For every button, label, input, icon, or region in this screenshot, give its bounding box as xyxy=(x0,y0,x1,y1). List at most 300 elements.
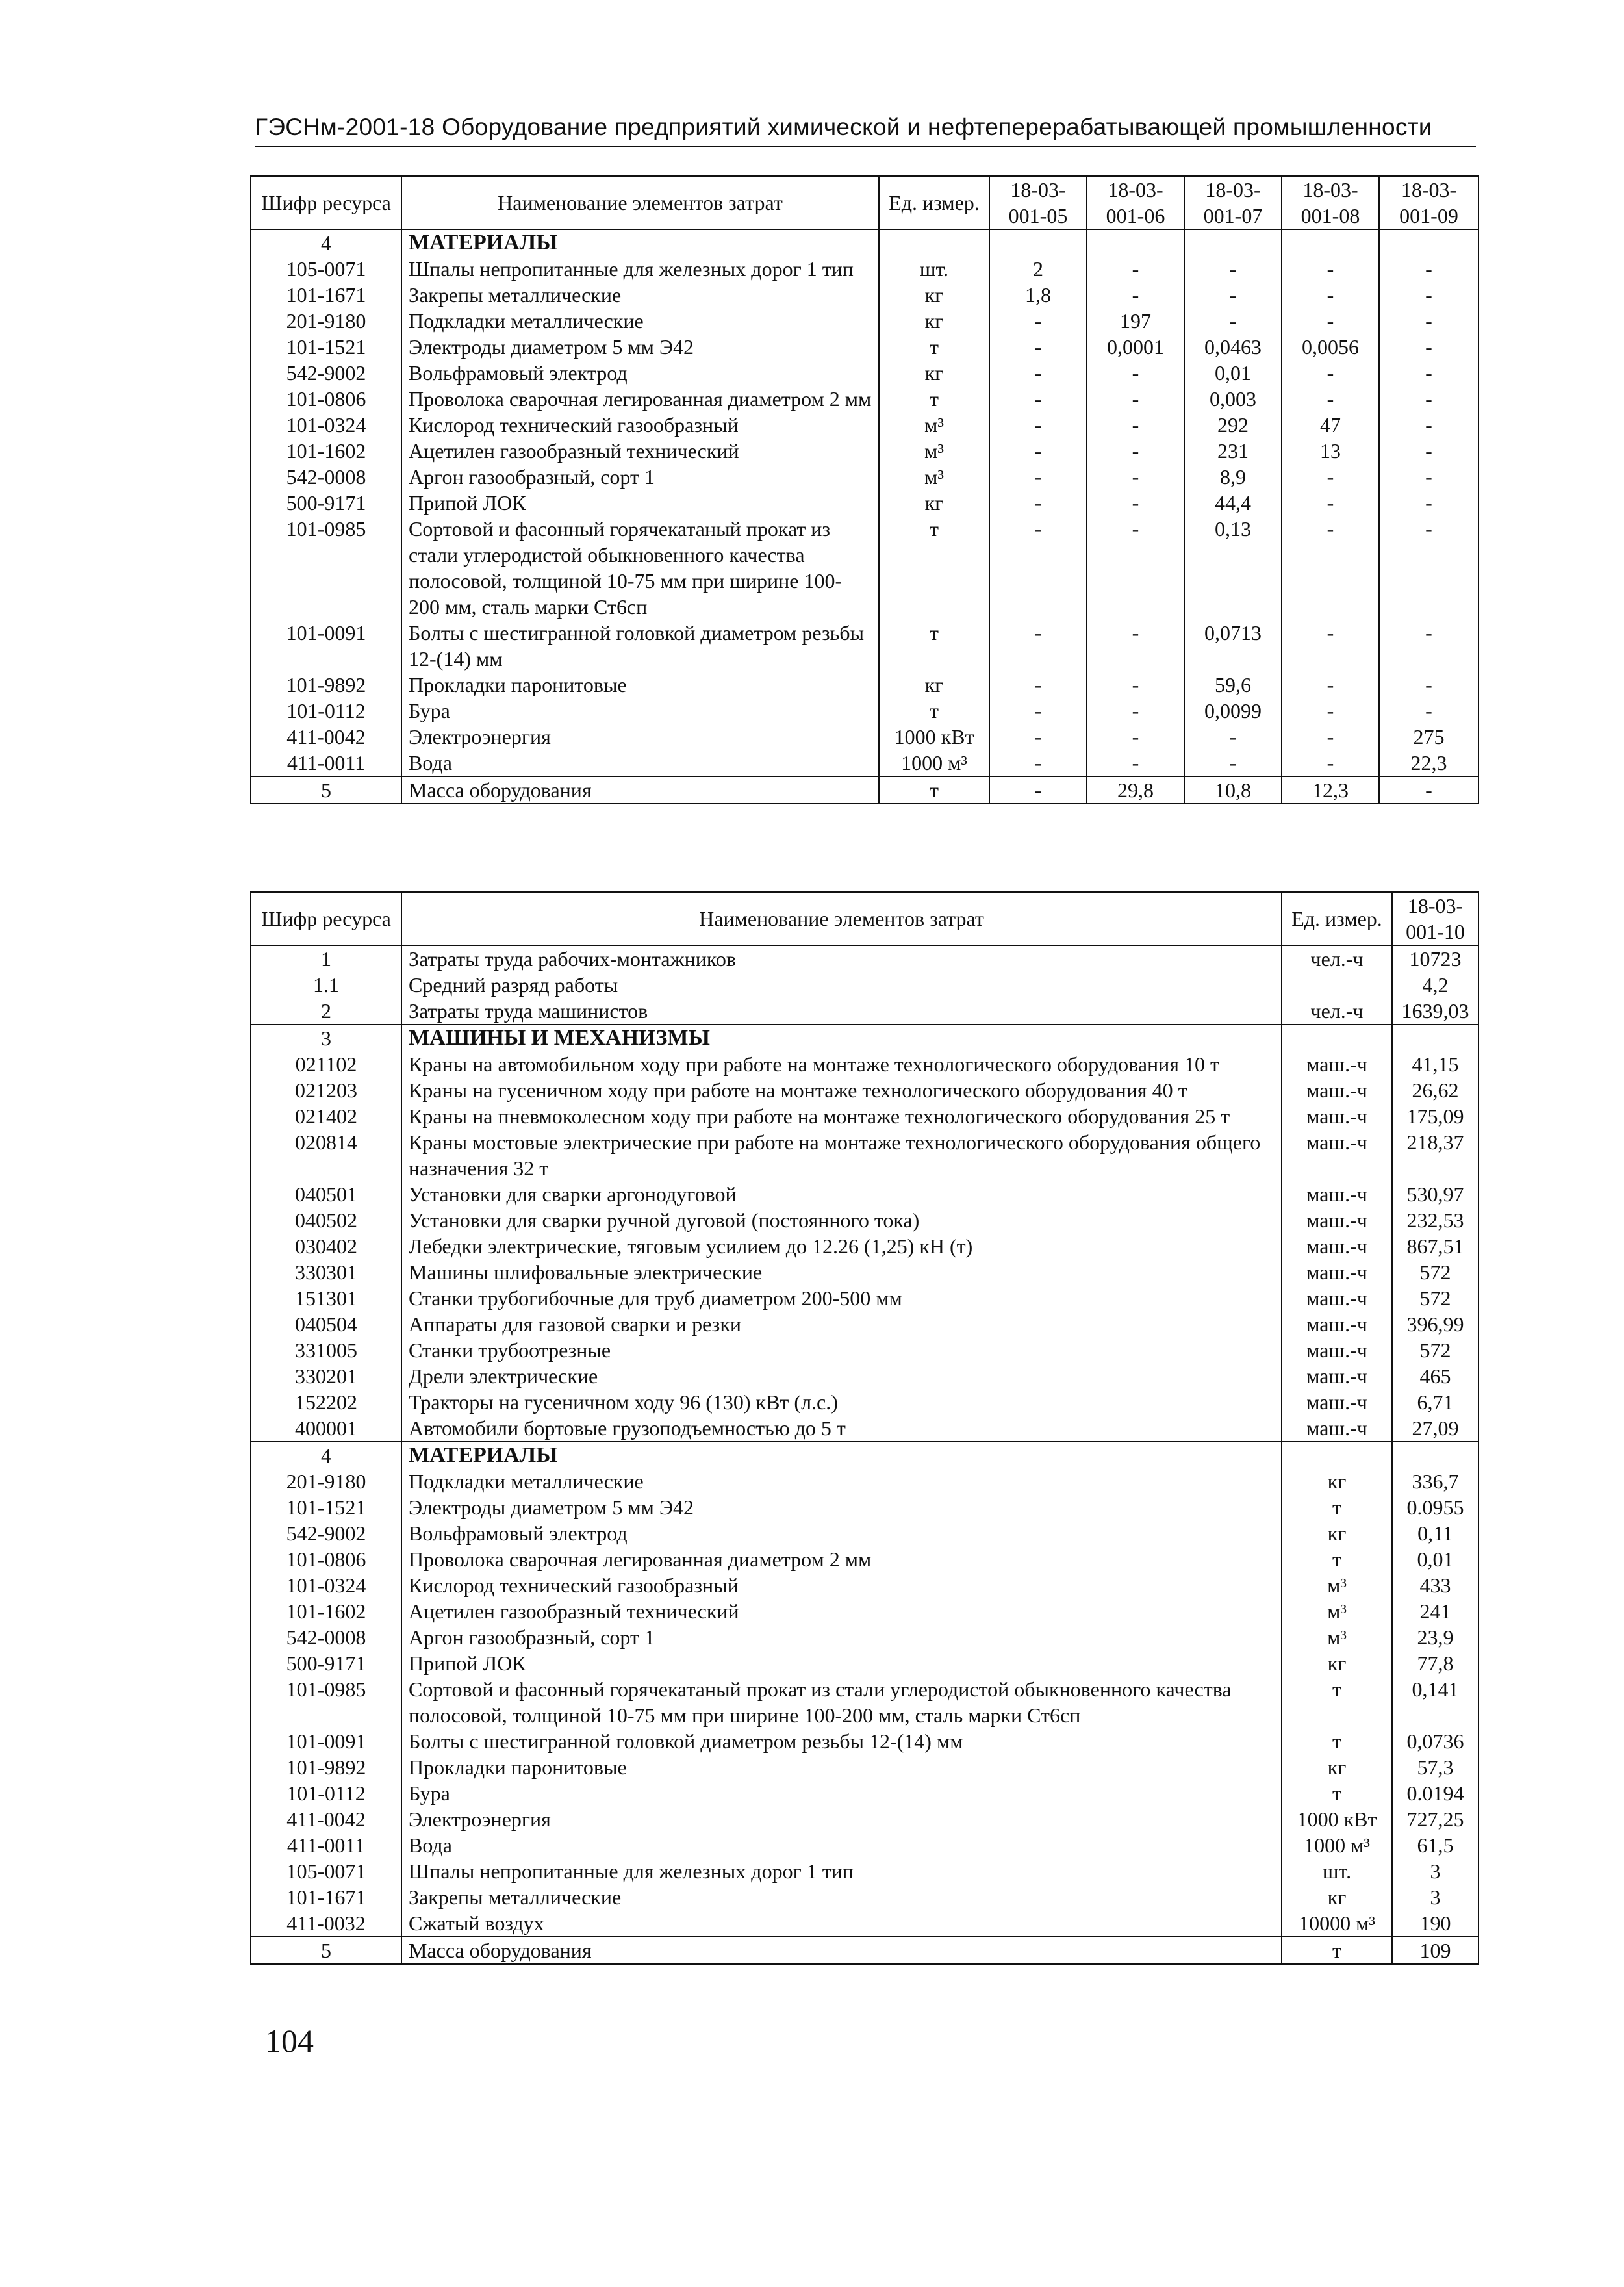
table-row xyxy=(251,386,1478,412)
resource-table-1 xyxy=(250,175,1479,804)
value-cell: 275 xyxy=(1379,724,1478,750)
value-cell: 27,09 xyxy=(1392,1415,1478,1442)
resource-code: 105-0071 xyxy=(251,256,401,282)
column-header: 18-03-001-05 xyxy=(989,176,1087,229)
value-cell: - xyxy=(989,438,1087,464)
unit: маш.-ч xyxy=(1282,1103,1392,1129)
resource-code: 101-0985 xyxy=(251,516,401,620)
resource-code: 105-0071 xyxy=(251,1858,401,1884)
empty-cell xyxy=(1184,229,1282,256)
value-cell: 0,0463 xyxy=(1184,334,1282,360)
unit: 10000 м³ xyxy=(1282,1910,1392,1937)
unit: кг xyxy=(1282,1884,1392,1910)
column-header: Шифр ресурса xyxy=(251,176,401,229)
value-cell: 0,0713 xyxy=(1184,620,1282,672)
cost-item-name: Сортовой и фасонный горячекатаный прокат из стали углеродистой обыкновенного качества полосовой, толщиной 10-75 мм при ширине 100-200 мм, сталь марки Ст6сп xyxy=(401,516,879,620)
value-cell: - xyxy=(1184,256,1282,282)
resource-code: 411-0011 xyxy=(251,750,401,776)
value-cell: 197 xyxy=(1087,308,1184,334)
table-row xyxy=(251,282,1478,308)
cost-item-name: Машины шлифовальные электрические xyxy=(401,1259,1282,1285)
unit: кг xyxy=(1282,1754,1392,1780)
section-title: МАШИНЫ И МЕХАНИЗМЫ xyxy=(401,1025,1282,1051)
value-cell: 6,71 xyxy=(1392,1389,1478,1415)
cost-item-name: Вода xyxy=(401,750,879,776)
table-row xyxy=(251,1650,1478,1676)
unit: 1000 м³ xyxy=(1282,1832,1392,1858)
resource-code: 201-9180 xyxy=(251,1468,401,1494)
resource-code: 101-0985 xyxy=(251,1676,401,1728)
value-cell: 465 xyxy=(1392,1363,1478,1389)
column-header: Шифр ресурса xyxy=(251,892,401,945)
cost-item-name: Сортовой и фасонный горячекатаный прокат из стали углеродистой обыкновенного качества полосовой, толщиной 10-75 мм при ширине 100-200 мм, сталь марки Ст6сп xyxy=(401,1676,1282,1728)
unit: т xyxy=(879,516,989,620)
unit: кг xyxy=(879,282,989,308)
cost-item-name: Автомобили бортовые грузоподъемностью до 5 т xyxy=(401,1415,1282,1442)
value-cell: - xyxy=(1184,282,1282,308)
value-cell: - xyxy=(1379,776,1478,804)
cost-item-name: Установки для сварки ручной дуговой (постоянного тока) xyxy=(401,1207,1282,1233)
value-cell: 572 xyxy=(1392,1285,1478,1311)
value-cell: 0,0001 xyxy=(1087,334,1184,360)
value-cell: 727,25 xyxy=(1392,1806,1478,1832)
value-cell: - xyxy=(1379,516,1478,620)
value-cell: - xyxy=(1087,672,1184,698)
value-cell: 867,51 xyxy=(1392,1233,1478,1259)
resource-code: 500-9171 xyxy=(251,1650,401,1676)
unit: чел.-ч xyxy=(1282,998,1392,1025)
resource-code: 040501 xyxy=(251,1181,401,1207)
cost-item-name: Кислород технический газообразный xyxy=(401,412,879,438)
resource-code: 021102 xyxy=(251,1051,401,1077)
value-cell: 10723 xyxy=(1392,945,1478,972)
unit: м³ xyxy=(879,438,989,464)
cost-item-name: Станки трубоотрезные xyxy=(401,1337,1282,1363)
unit: т xyxy=(1282,1937,1392,1964)
resource-code: 542-9002 xyxy=(251,1520,401,1546)
resource-code: 101-1521 xyxy=(251,334,401,360)
cost-item-name: Аргон газообразный, сорт 1 xyxy=(401,1624,1282,1650)
cost-item-name: Ацетилен газообразный технический xyxy=(401,1598,1282,1624)
unit: т xyxy=(879,334,989,360)
resource-code: 331005 xyxy=(251,1337,401,1363)
unit: маш.-ч xyxy=(1282,1259,1392,1285)
value-cell: - xyxy=(1379,282,1478,308)
value-cell: 57,3 xyxy=(1392,1754,1478,1780)
unit: м³ xyxy=(1282,1572,1392,1598)
page-number: 104 xyxy=(265,2023,314,2059)
unit: т xyxy=(879,776,989,804)
resource-code: 101-0112 xyxy=(251,698,401,724)
value-cell: - xyxy=(989,490,1087,516)
unit: маш.-ч xyxy=(1282,1077,1392,1103)
value-cell: - xyxy=(989,516,1087,620)
resource-code: 542-9002 xyxy=(251,360,401,386)
cost-item-name: Электроды диаметром 5 мм Э42 xyxy=(401,1494,1282,1520)
table-row xyxy=(251,1103,1478,1129)
unit: маш.-ч xyxy=(1282,1051,1392,1077)
table-row xyxy=(251,1129,1478,1181)
cost-item-name: Электроэнергия xyxy=(401,1806,1282,1832)
cost-item-name: Ацетилен газообразный технический xyxy=(401,438,879,464)
resource-code: 411-0032 xyxy=(251,1910,401,1937)
value-cell: - xyxy=(1379,360,1478,386)
unit: чел.-ч xyxy=(1282,945,1392,972)
table-row xyxy=(251,412,1478,438)
cost-item-name: Масса оборудования xyxy=(401,1937,1282,1964)
unit: маш.-ч xyxy=(1282,1181,1392,1207)
table-row xyxy=(251,1468,1478,1494)
cost-item-name: Вольфрамовый электрод xyxy=(401,360,879,386)
unit: м³ xyxy=(879,464,989,490)
value-cell: 0,0099 xyxy=(1184,698,1282,724)
value-cell: 41,15 xyxy=(1392,1051,1478,1077)
table-row xyxy=(251,1337,1478,1363)
resource-code: 500-9171 xyxy=(251,490,401,516)
section-code: 4 xyxy=(251,229,401,256)
value-cell: - xyxy=(1379,256,1478,282)
value-cell: 0,0056 xyxy=(1282,334,1379,360)
value-cell: - xyxy=(989,360,1087,386)
value-cell: - xyxy=(989,464,1087,490)
resource-code: 1 xyxy=(251,945,401,972)
cost-item-name: Закрепы металлические xyxy=(401,1884,1282,1910)
value-cell: - xyxy=(989,334,1087,360)
column-header: 18-03-001-08 xyxy=(1282,176,1379,229)
value-cell: - xyxy=(1087,750,1184,776)
cost-item-name: Дрели электрические xyxy=(401,1363,1282,1389)
unit: т xyxy=(1282,1780,1392,1806)
unit: 1000 м³ xyxy=(879,750,989,776)
value-cell: - xyxy=(1379,620,1478,672)
resource-code: 201-9180 xyxy=(251,308,401,334)
value-cell: 0,003 xyxy=(1184,386,1282,412)
value-cell: 10,8 xyxy=(1184,776,1282,804)
table-row xyxy=(251,1806,1478,1832)
resource-code: 330201 xyxy=(251,1363,401,1389)
cost-item-name: Подкладки металлические xyxy=(401,308,879,334)
value-cell: 0,01 xyxy=(1392,1546,1478,1572)
empty-cell xyxy=(1392,1442,1478,1468)
value-cell: - xyxy=(1087,438,1184,464)
resource-code: 5 xyxy=(251,1937,401,1964)
cost-item-name: Прокладки паронитовые xyxy=(401,1754,1282,1780)
value-cell: - xyxy=(1282,750,1379,776)
table-row xyxy=(251,308,1478,334)
unit: шт. xyxy=(879,256,989,282)
unit: кг xyxy=(879,490,989,516)
table-row xyxy=(251,1520,1478,1546)
resource-code: 542-0008 xyxy=(251,1624,401,1650)
value-cell: - xyxy=(989,698,1087,724)
resource-code: 411-0042 xyxy=(251,1806,401,1832)
cost-item-name: Затраты труда машинистов xyxy=(401,998,1282,1025)
resource-code: 101-0324 xyxy=(251,1572,401,1598)
value-cell: - xyxy=(989,620,1087,672)
cost-item-name: Сжатый воздух xyxy=(401,1910,1282,1937)
table-row xyxy=(251,1494,1478,1520)
table-row xyxy=(251,1572,1478,1598)
column-header: Ед. измер. xyxy=(879,176,989,229)
resource-code: 101-0091 xyxy=(251,620,401,672)
value-cell: - xyxy=(1282,490,1379,516)
resource-code: 5 xyxy=(251,776,401,804)
value-cell: - xyxy=(1379,412,1478,438)
table-row xyxy=(251,1233,1478,1259)
value-cell: - xyxy=(989,412,1087,438)
value-cell: 8,9 xyxy=(1184,464,1282,490)
table-row xyxy=(251,1311,1478,1337)
table-row xyxy=(251,1415,1478,1442)
section-title: МАТЕРИАЛЫ xyxy=(401,229,879,256)
resource-code: 101-0324 xyxy=(251,412,401,438)
table-row xyxy=(251,438,1478,464)
table-row xyxy=(251,464,1478,490)
unit: кг xyxy=(1282,1520,1392,1546)
value-cell: 396,99 xyxy=(1392,1311,1478,1337)
value-cell: - xyxy=(1087,256,1184,282)
value-cell: 0.0955 xyxy=(1392,1494,1478,1520)
table-row xyxy=(251,1780,1478,1806)
empty-cell xyxy=(1282,229,1379,256)
column-header: Наименование элементов затрат xyxy=(401,892,1282,945)
value-cell: 0,13 xyxy=(1184,516,1282,620)
table-row xyxy=(251,1676,1478,1728)
column-header: 18-03-001-10 xyxy=(1392,892,1478,945)
table-row xyxy=(251,256,1478,282)
section-title: МАТЕРИАЛЫ xyxy=(401,1442,1282,1468)
resource-code: 101-1521 xyxy=(251,1494,401,1520)
resource-code: 030402 xyxy=(251,1233,401,1259)
value-cell: 572 xyxy=(1392,1259,1478,1285)
unit: м³ xyxy=(1282,1624,1392,1650)
value-cell: - xyxy=(1087,620,1184,672)
table-row xyxy=(251,1546,1478,1572)
resource-code: 020814 xyxy=(251,1129,401,1181)
resource-code: 101-9892 xyxy=(251,1754,401,1780)
table-row xyxy=(251,945,1478,972)
table-row xyxy=(251,1937,1478,1964)
value-cell: 61,5 xyxy=(1392,1832,1478,1858)
cost-item-name: Масса оборудования xyxy=(401,776,879,804)
cost-item-name: Закрепы металлические xyxy=(401,282,879,308)
resource-code: 040502 xyxy=(251,1207,401,1233)
value-cell: - xyxy=(1184,724,1282,750)
cost-item-name: Электроэнергия xyxy=(401,724,879,750)
value-cell: - xyxy=(1379,308,1478,334)
value-cell: - xyxy=(989,672,1087,698)
cost-item-name: Краны на автомобильном ходу при работе на монтаже технологического оборудования 10 т xyxy=(401,1051,1282,1077)
value-cell: - xyxy=(1282,360,1379,386)
resource-code: 2 xyxy=(251,998,401,1025)
unit: маш.-ч xyxy=(1282,1415,1392,1442)
value-cell: 29,8 xyxy=(1087,776,1184,804)
cost-item-name: Краны на гусеничном ходу при работе на монтаже технологического оборудования 40 т xyxy=(401,1077,1282,1103)
value-cell: 231 xyxy=(1184,438,1282,464)
cost-item-name: Проволока сварочная легированная диаметром 2 мм xyxy=(401,1546,1282,1572)
cost-item-name: Лебедки электрические, тяговым усилием до 12.26 (1,25) кН (т) xyxy=(401,1233,1282,1259)
table-row xyxy=(251,972,1478,998)
unit xyxy=(1282,972,1392,998)
column-header: 18-03-001-06 xyxy=(1087,176,1184,229)
unit: маш.-ч xyxy=(1282,1363,1392,1389)
value-cell: 572 xyxy=(1392,1337,1478,1363)
value-cell: - xyxy=(1282,620,1379,672)
cost-item-name: Аргон газообразный, сорт 1 xyxy=(401,464,879,490)
table-row xyxy=(251,1624,1478,1650)
table-row xyxy=(251,1884,1478,1910)
table-row xyxy=(251,516,1478,620)
value-cell: 530,97 xyxy=(1392,1181,1478,1207)
unit: маш.-ч xyxy=(1282,1337,1392,1363)
table-row xyxy=(251,998,1478,1025)
table-row xyxy=(251,672,1478,698)
value-cell: 59,6 xyxy=(1184,672,1282,698)
unit: 1000 кВт xyxy=(1282,1806,1392,1832)
column-header: 18-03-001-09 xyxy=(1379,176,1478,229)
value-cell: 77,8 xyxy=(1392,1650,1478,1676)
value-cell: - xyxy=(1087,724,1184,750)
unit: т xyxy=(879,620,989,672)
section-row xyxy=(251,1442,1478,1468)
cost-item-name: Тракторы на гусеничном ходу 96 (130) кВт (л.с.) xyxy=(401,1389,1282,1415)
value-cell: - xyxy=(989,750,1087,776)
resource-code: 040504 xyxy=(251,1311,401,1337)
resource-code: 101-9892 xyxy=(251,672,401,698)
unit: маш.-ч xyxy=(1282,1311,1392,1337)
table-row xyxy=(251,1754,1478,1780)
value-cell: - xyxy=(989,386,1087,412)
resource-code: 101-0091 xyxy=(251,1728,401,1754)
column-header: Ед. измер. xyxy=(1282,892,1392,945)
resource-code: 021402 xyxy=(251,1103,401,1129)
value-cell: - xyxy=(1282,386,1379,412)
table-row xyxy=(251,620,1478,672)
cost-item-name: Затраты труда рабочих-монтажников xyxy=(401,945,1282,972)
value-cell: - xyxy=(1379,438,1478,464)
table-row xyxy=(251,490,1478,516)
table-row xyxy=(251,724,1478,750)
cost-item-name: Прокладки паронитовые xyxy=(401,672,879,698)
value-cell: - xyxy=(1282,256,1379,282)
cost-item-name: Кислород технический газообразный xyxy=(401,1572,1282,1598)
table-row xyxy=(251,360,1478,386)
value-cell: 4,2 xyxy=(1392,972,1478,998)
resource-code: 101-1602 xyxy=(251,438,401,464)
unit: маш.-ч xyxy=(1282,1207,1392,1233)
unit: маш.-ч xyxy=(1282,1285,1392,1311)
value-cell: 44,4 xyxy=(1184,490,1282,516)
empty-cell xyxy=(989,229,1087,256)
unit: маш.-ч xyxy=(1282,1129,1392,1181)
value-cell: 241 xyxy=(1392,1598,1478,1624)
resource-code: 152202 xyxy=(251,1389,401,1415)
table-row xyxy=(251,1363,1478,1389)
table-row xyxy=(251,1259,1478,1285)
value-cell: - xyxy=(1282,672,1379,698)
value-cell: 1639,03 xyxy=(1392,998,1478,1025)
unit: кг xyxy=(1282,1650,1392,1676)
table-row xyxy=(251,750,1478,776)
unit: т xyxy=(879,698,989,724)
value-cell: - xyxy=(1184,750,1282,776)
value-cell: - xyxy=(1087,490,1184,516)
table-row xyxy=(251,776,1478,804)
value-cell: - xyxy=(1087,516,1184,620)
empty-cell xyxy=(1392,1025,1478,1051)
cost-item-name: Установки для сварки аргонодуговой xyxy=(401,1181,1282,1207)
value-cell: - xyxy=(1379,490,1478,516)
cost-item-name: Краны на пневмоколесном ходу при работе на монтаже технологического оборудования 25 т xyxy=(401,1103,1282,1129)
value-cell: 0,01 xyxy=(1184,360,1282,386)
value-cell: - xyxy=(989,776,1087,804)
value-cell: 0,0736 xyxy=(1392,1728,1478,1754)
value-cell: 336,7 xyxy=(1392,1468,1478,1494)
column-header: Наименование элементов затрат xyxy=(401,176,879,229)
value-cell: 190 xyxy=(1392,1910,1478,1937)
value-cell: 175,09 xyxy=(1392,1103,1478,1129)
cost-item-name: Болты с шестигранной головкой диаметром резьбы 12-(14) мм xyxy=(401,1728,1282,1754)
page-header: ГЭСНм-2001-18 Оборудование предприятий химической и нефтеперерабатывающей промышленности xyxy=(255,109,1476,147)
value-cell: - xyxy=(1282,698,1379,724)
value-cell: 0.0194 xyxy=(1392,1780,1478,1806)
resource-code: 101-0806 xyxy=(251,386,401,412)
cost-item-name: Бура xyxy=(401,698,879,724)
table-row xyxy=(251,1728,1478,1754)
empty-cell xyxy=(1282,1442,1392,1468)
cost-item-name: Болты с шестигранной головкой диаметром резьбы 12-(14) мм xyxy=(401,620,879,672)
empty-cell xyxy=(1087,229,1184,256)
resource-code: 021203 xyxy=(251,1077,401,1103)
cost-item-name: Станки трубогибочные для труб диаметром 200-500 мм xyxy=(401,1285,1282,1311)
value-cell: - xyxy=(1379,386,1478,412)
value-cell: - xyxy=(989,308,1087,334)
unit: кг xyxy=(879,360,989,386)
value-cell: - xyxy=(1282,724,1379,750)
value-cell: 12,3 xyxy=(1282,776,1379,804)
unit: т xyxy=(879,386,989,412)
resource-code: 101-0806 xyxy=(251,1546,401,1572)
value-cell: 3 xyxy=(1392,1884,1478,1910)
table-row xyxy=(251,1910,1478,1937)
value-cell: - xyxy=(1379,334,1478,360)
resource-code: 1.1 xyxy=(251,972,401,998)
empty-cell xyxy=(879,229,989,256)
table-row xyxy=(251,1858,1478,1884)
value-cell: 22,3 xyxy=(1379,750,1478,776)
cost-item-name: Шпалы непропитанные для железных дорог 1 тип xyxy=(401,256,879,282)
value-cell: 433 xyxy=(1392,1572,1478,1598)
table-row xyxy=(251,1077,1478,1103)
cost-item-name: Средний разряд работы xyxy=(401,972,1282,998)
table-row xyxy=(251,698,1478,724)
value-cell: 109 xyxy=(1392,1937,1478,1964)
resource-code: 411-0011 xyxy=(251,1832,401,1858)
section-row xyxy=(251,229,1478,256)
value-cell: 0,11 xyxy=(1392,1520,1478,1546)
unit: кг xyxy=(1282,1468,1392,1494)
cost-item-name: Припой ЛОК xyxy=(401,490,879,516)
table-row xyxy=(251,1181,1478,1207)
value-cell: 13 xyxy=(1282,438,1379,464)
value-cell: 3 xyxy=(1392,1858,1478,1884)
cost-item-name: Подкладки металлические xyxy=(401,1468,1282,1494)
value-cell: 218,37 xyxy=(1392,1129,1478,1181)
value-cell: - xyxy=(1282,308,1379,334)
value-cell: 47 xyxy=(1282,412,1379,438)
value-cell: 1,8 xyxy=(989,282,1087,308)
table-row xyxy=(251,1598,1478,1624)
